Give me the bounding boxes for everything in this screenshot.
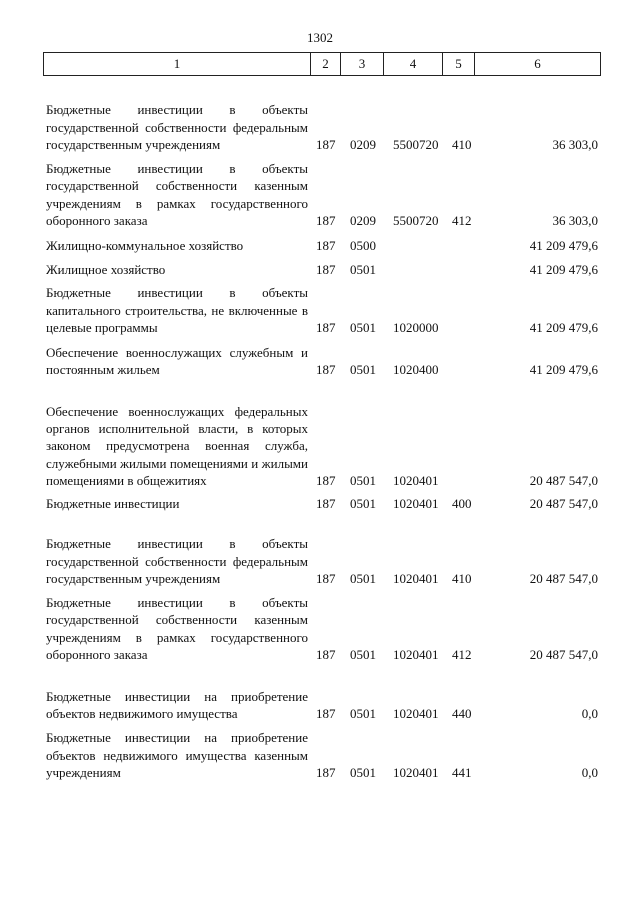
column-header-6: 6 [475, 53, 601, 76]
row-col-2: 187 [316, 495, 336, 511]
table-row [0, 494, 640, 512]
row-col-4: 1020400 [393, 361, 439, 377]
row-col-6: 20 487 547,0 [529, 495, 598, 511]
row-col-6: 0,0 [581, 764, 598, 780]
row-col-3: 0501 [350, 472, 376, 488]
row-col-6: 20 487 547,0 [529, 646, 598, 662]
row-col-3: 0501 [350, 705, 376, 721]
row-description: Обеспечение военнослужащих федеральных органов исполнительной власти, в которых законом предусмотрена военная служба, служебными жилыми помещениями и жилыми помещениями в общежитиях [46, 403, 308, 488]
row-col-2: 187 [316, 705, 336, 721]
row-col-5: 441 [452, 764, 472, 780]
row-col-6: 0,0 [581, 705, 598, 721]
table-row [0, 385, 640, 489]
row-description: Бюджетные инвестиции в объекты капитального строительства, не включенные в целевые программы [46, 285, 308, 335]
column-header-5: 5 [443, 53, 475, 76]
table-row [0, 160, 640, 229]
row-col-4: 1020401 [393, 705, 439, 721]
row-col-5: 410 [452, 136, 472, 152]
row-col-2: 187 [316, 212, 336, 228]
row-col-6: 41 209 479,6 [529, 237, 598, 253]
row-col-6: 41 209 479,6 [529, 361, 598, 377]
row-description: Обеспечение военнослужащих служебным и постоянным жильем [46, 344, 308, 377]
row-col-3: 0501 [350, 764, 376, 780]
row-col-5: 410 [452, 570, 472, 586]
row-col-2: 187 [316, 261, 336, 277]
table-row [0, 518, 640, 587]
row-col-3: 0501 [350, 495, 376, 511]
row-col-2: 187 [316, 646, 336, 662]
column-header-row [43, 52, 601, 76]
table-row [0, 284, 640, 336]
row-col-3: 0209 [350, 212, 376, 228]
row-col-6: 36 303,0 [552, 212, 598, 228]
row-col-2: 187 [316, 472, 336, 488]
row-col-2: 187 [316, 136, 336, 152]
row-col-2: 187 [316, 319, 336, 335]
table-row [0, 84, 640, 153]
table-row [0, 670, 640, 722]
column-header-1: 1 [44, 53, 311, 76]
row-col-4: 1020401 [393, 570, 439, 586]
column-header-2: 2 [311, 53, 341, 76]
row-col-6: 41 209 479,6 [529, 319, 598, 335]
row-description: Жилищное хозяйство [46, 261, 166, 277]
row-col-5: 412 [452, 212, 472, 228]
column-header-4: 4 [384, 53, 443, 76]
row-description: Бюджетные инвестиции в объекты государственной собственности федеральным государственным учреждениям [46, 536, 308, 586]
row-col-6: 36 303,0 [552, 136, 598, 152]
row-col-4: 1020401 [393, 646, 439, 662]
row-col-5: 440 [452, 705, 472, 721]
row-col-4: 5500720 [393, 136, 439, 152]
row-col-3: 0500 [350, 237, 376, 253]
row-col-4: 1020401 [393, 472, 439, 488]
table-row [0, 260, 640, 278]
table-row [0, 594, 640, 663]
row-description: Бюджетные инвестиции [46, 495, 180, 511]
row-col-3: 0501 [350, 646, 376, 662]
row-col-6: 41 209 479,6 [529, 261, 598, 277]
row-description: Бюджетные инвестиции в объекты государственной собственности казенным учреждениям в рамках государственного оборонного заказа [46, 595, 308, 662]
row-col-2: 187 [316, 237, 336, 253]
row-col-4: 5500720 [393, 212, 439, 228]
page-number: 1302 [307, 30, 333, 45]
row-description: Бюджетные инвестиции на приобретение объектов недвижимого имущества [46, 688, 308, 721]
row-col-4: 1020401 [393, 495, 439, 511]
row-col-6: 20 487 547,0 [529, 472, 598, 488]
row-col-5: 400 [452, 495, 472, 511]
row-description: Бюджетные инвестиции в объекты государственной собственности казенным учреждениям в рамках государственного оборонного заказа [46, 161, 308, 228]
table-row [0, 343, 640, 378]
row-col-3: 0209 [350, 136, 376, 152]
table-row [0, 236, 640, 254]
row-col-3: 0501 [350, 319, 376, 335]
column-header-3: 3 [341, 53, 384, 76]
row-col-3: 0501 [350, 261, 376, 277]
row-description: Бюджетные инвестиции на приобретение объектов недвижимого имущества казенным учреждениям [46, 730, 308, 780]
row-col-6: 20 487 547,0 [529, 570, 598, 586]
table-row [0, 729, 640, 781]
row-col-3: 0501 [350, 570, 376, 586]
row-description: Бюджетные инвестиции в объекты государственной собственности федеральным государственным учреждениям [46, 102, 308, 152]
row-col-3: 0501 [350, 361, 376, 377]
row-col-2: 187 [316, 764, 336, 780]
row-col-5: 412 [452, 646, 472, 662]
row-col-4: 1020000 [393, 319, 439, 335]
row-col-4: 1020401 [393, 764, 439, 780]
row-description: Жилищно-коммунальное хозяйство [46, 237, 244, 253]
row-col-2: 187 [316, 361, 336, 377]
row-col-2: 187 [316, 570, 336, 586]
